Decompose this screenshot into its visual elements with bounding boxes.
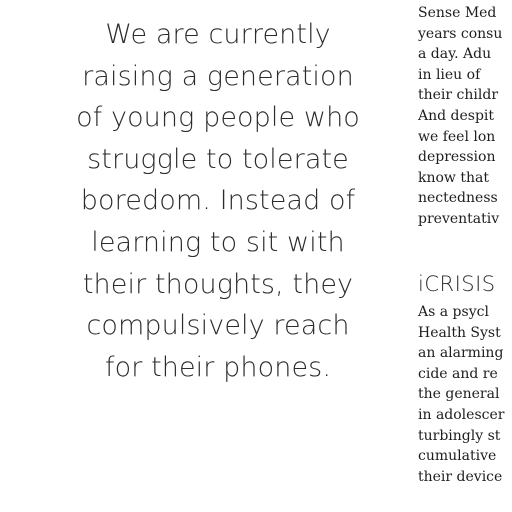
body-text-line: years consu [418, 25, 503, 42]
body-text-line: preventativ [418, 210, 500, 227]
body-text-line: in lieu of [418, 66, 481, 83]
pull-quote-line: learning to sit with [91, 226, 345, 258]
section-heading: iCRISIS [418, 272, 496, 296]
body-text-line: a day. Adu [418, 46, 492, 63]
pull-quote [52, 14, 384, 388]
body-text-line: depression [418, 149, 496, 166]
body-text-line: know that [418, 169, 489, 186]
body-text-line: cide and re [418, 365, 498, 382]
body-text-line: Health Syst [418, 324, 501, 341]
body-text-line: turbingly st [418, 427, 501, 444]
body-paragraph [418, 302, 504, 487]
body-text-line: their device [418, 468, 503, 485]
pull-quote-line: of young people who [76, 102, 360, 134]
body-text-line: nectedness [418, 190, 498, 207]
pull-quote-line: their thoughts, they [82, 268, 354, 300]
body-text-line: their childr [418, 87, 499, 104]
body-text-line: As a psycl [418, 304, 489, 320]
body-text-line: the general [418, 386, 500, 403]
body-text-line: in adolescer [418, 406, 505, 423]
body-paragraph [418, 3, 502, 230]
pull-quote-line: struggle to tolerate [87, 143, 349, 175]
body-text-line: we feel lon [418, 128, 496, 145]
pull-quote-line: raising a generation [82, 60, 354, 92]
body-text-line: Sense Med [418, 5, 497, 21]
body-text-line: an alarming [418, 345, 504, 362]
body-text-line: And despit [418, 107, 495, 124]
pull-quote-line: compulsively reach [86, 310, 350, 342]
pull-quote-line: for their phones. [104, 351, 332, 383]
body-text-line: cumulative [418, 448, 497, 465]
pull-quote-line: We are currently [105, 19, 331, 50]
pull-quote-line: boredom. Instead of [80, 185, 356, 217]
